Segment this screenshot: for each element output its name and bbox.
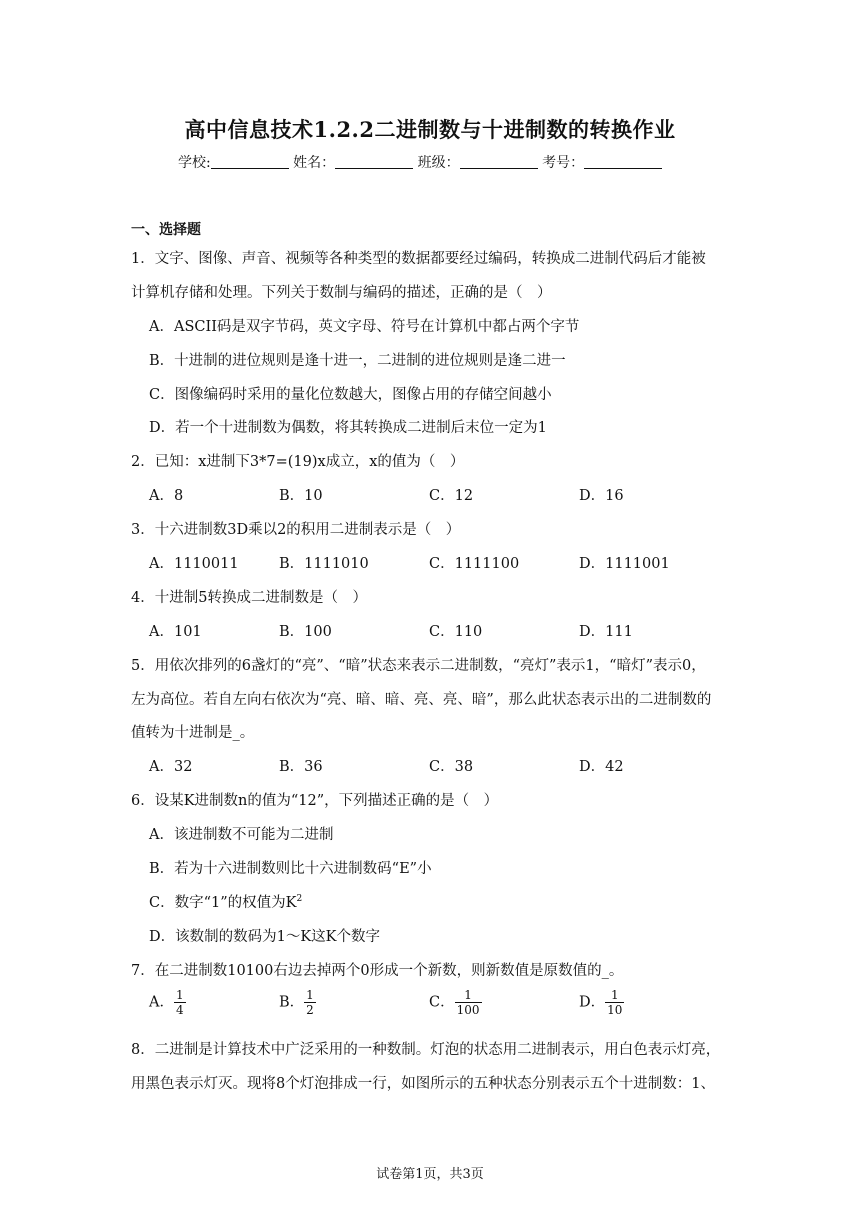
question-3-option-a[interactable]: A．1110011	[149, 556, 239, 572]
question-4-option-a[interactable]: A．101	[149, 624, 202, 640]
question-5-option-c[interactable]: C．38	[429, 759, 474, 775]
denominator: 2	[306, 1003, 314, 1017]
numerator: 1	[306, 988, 314, 1002]
fraction	[304, 988, 316, 1017]
question-6-option-c-text: C．数字“1”的权值为K	[149, 895, 297, 911]
question-7-line-1: 7．在二进制数10100右边去掉两个0形成一个新数，则新数值是原数值的_。	[131, 963, 624, 979]
question-8-line-1: 8．二进制是计算技术中广泛采用的一种数制。灯泡的状态用二进制表示，用白色表示灯亮，	[131, 1042, 721, 1058]
question-2-option-a[interactable]: A．8	[149, 488, 184, 504]
name-blank[interactable]	[335, 154, 413, 169]
numerator: 1	[605, 988, 624, 1003]
question-5-option-b[interactable]: B．36	[279, 759, 323, 775]
question-2-line-1: 2．已知：x进制下3*7=(19)x成立，x的值为（ ）	[131, 454, 465, 470]
option-letter: C．	[429, 994, 455, 1011]
question-5-line-1: 5．用依次排列的6盏灯的“亮”、“暗”状态来表示二进制数，“亮灯”表示1，“暗灯”表示0，	[131, 658, 706, 674]
denominator: 4	[175, 1003, 184, 1017]
question-6-option-d[interactable]: D．该数制的数码为1～K这K个数字	[149, 929, 381, 945]
question-4-line-1: 4．十进制5转换成二进制数是（ ）	[131, 590, 367, 606]
exam-no-label: 考号：	[542, 155, 585, 171]
question-1-line-2: 计算机存储和处理。下列关于数制与编码的描述，正确的是（ ）	[131, 285, 552, 301]
fraction	[605, 988, 624, 1017]
exponent: 2	[296, 894, 303, 905]
question-7-option-d[interactable]	[579, 988, 624, 1017]
question-4-option-d[interactable]: D．111	[579, 624, 633, 640]
question-6-option-c[interactable]	[149, 891, 302, 912]
numerator: 1	[175, 988, 184, 1002]
question-3-option-b[interactable]: B．1111010	[279, 556, 369, 572]
class-label: 班级：	[417, 155, 460, 171]
student-info-line	[178, 152, 662, 172]
question-1-option-d[interactable]: D．若一个十进制数为偶数，将其转换成二进制后末位一定为1	[149, 420, 547, 436]
question-2-option-c[interactable]: C．12	[429, 488, 474, 504]
question-1-option-c[interactable]: C．图像编码时采用的量化位数越大，图像占用的存储空间越小	[149, 387, 552, 403]
fraction	[455, 988, 482, 1017]
question-6-option-b[interactable]: B．若为十六进制数则比十六进制数码“E”小	[149, 861, 432, 877]
question-7-option-b[interactable]	[279, 988, 316, 1017]
question-1-option-a[interactable]: A．ASCII码是双字节码，英文字母、符号在计算机中都占两个字节	[149, 319, 580, 335]
school-blank[interactable]	[211, 154, 289, 169]
option-letter: A．	[149, 994, 174, 1011]
question-5-line-3: 值转为十进制是_。	[131, 725, 255, 741]
question-2-option-d[interactable]: D．16	[579, 488, 624, 504]
name-label: 姓名：	[293, 155, 336, 171]
question-3-option-c[interactable]: C．1111100	[429, 556, 520, 572]
question-1-line-1: 1．文字、图像、声音、视频等各种类型的数据都要经过编码，转换成二进制代码后才能被	[131, 251, 706, 267]
numerator: 1	[455, 988, 482, 1003]
option-letter: B．	[279, 994, 305, 1011]
class-blank[interactable]	[460, 154, 538, 169]
question-5-option-d[interactable]: D．42	[579, 759, 624, 775]
question-8-line-2: 用黑色表示灯灭。现将8个灯泡排成一行，如图所示的五种状态分别表示五个十进制数：1、	[131, 1076, 715, 1092]
page-title: 高中信息技术1.2.2二进制数与十进制数的转换作业	[184, 117, 676, 142]
section-heading: 一、选择题	[131, 222, 201, 238]
denominator: 100	[456, 1003, 480, 1017]
question-2-option-b[interactable]: B．10	[279, 488, 323, 504]
question-6-line-1: 6．设某K进制数n的值为“12”，下列描述正确的是（ ）	[131, 793, 499, 809]
question-3-line-1: 3．十六进制数3D乘以2的积用二进制表示是（ ）	[131, 522, 461, 538]
option-letter: D．	[579, 994, 606, 1011]
school-label: 学校:	[178, 155, 211, 171]
question-5-option-a[interactable]: A．32	[149, 759, 193, 775]
question-5-line-2: 左为高位。若自左向右依次为“亮、暗、暗、亮、亮、暗”，那么此状态表示出的二进制数的	[131, 692, 712, 708]
fraction	[174, 988, 186, 1017]
question-3-option-d[interactable]: D．1111001	[579, 556, 670, 572]
question-4-option-c[interactable]: C．110	[429, 624, 483, 640]
denominator: 10	[607, 1003, 623, 1017]
question-7-option-c[interactable]	[429, 988, 482, 1017]
question-6-option-a[interactable]: A．该进制数不可能为二进制	[149, 827, 334, 843]
exam-no-blank[interactable]	[584, 154, 662, 169]
question-1-option-b[interactable]: B．十进制的进位规则是逢十进一，二进制的进位规则是逢二进一	[149, 353, 566, 369]
question-7-option-a[interactable]	[149, 988, 186, 1017]
question-4-option-b[interactable]: B．100	[279, 624, 332, 640]
page-footer: 试卷第1页，共3页	[376, 1167, 484, 1182]
